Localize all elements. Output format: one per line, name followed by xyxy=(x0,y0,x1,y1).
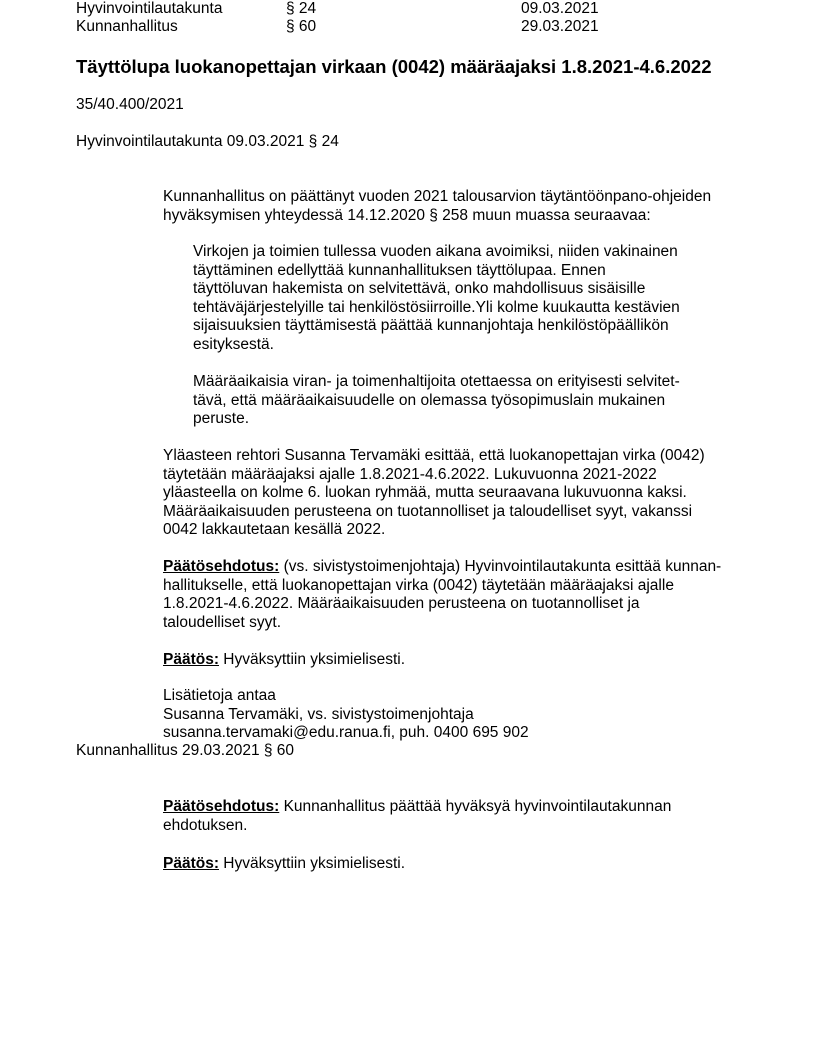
proposal-line: hallitukselle, että luokanopettajan virka (0042) täytetään määräajaksi ajalle xyxy=(163,576,674,594)
quote-line: peruste. xyxy=(193,410,250,427)
contact-line: susanna.tervamaki@edu.ranua.fi, puh. 0400 695 902 xyxy=(163,724,529,741)
record-number: 35/40.400/2021 xyxy=(76,96,184,113)
contact-block xyxy=(163,687,529,743)
header-date-1: 09.03.2021 xyxy=(521,0,599,17)
quote-line: sijaisuuksien täyttämisestä päättää kunnanjohtaja henkilöstöpäällikön xyxy=(193,317,669,334)
body-paragraph xyxy=(163,447,705,540)
body-line: Määräaikaisuuden perusteena on tuotannolliset ja taloudelliset syyt, vakanssi xyxy=(163,502,693,520)
intro-line: hyväksymisen yhteydessä 14.12.2020 § 258 muun muassa seuraavaa: xyxy=(163,206,651,224)
proposal-paragraph-2 xyxy=(163,798,671,835)
proposal-line: taloudelliset syyt. xyxy=(163,613,282,631)
quote-line: tehtäväjärjestelyille tai henkilöstösiirroille.Yli kolme kuukautta kestävien xyxy=(193,298,680,316)
proposal-label: Päätösehdotus: xyxy=(163,798,280,815)
decision-label: Päätös: xyxy=(163,651,219,668)
quote-paragraph-1 xyxy=(193,243,680,354)
quote-line: täyttäminen edellyttää kunnanhallituksen täyttölupaa. Ennen xyxy=(193,261,606,279)
meeting-heading-1: Hyvinvointilautakunta 09.03.2021 § 24 xyxy=(76,133,339,150)
intro-line: Kunnanhallitus on päättänyt vuoden 2021 talousarvion täytäntöönpano-ohjeiden xyxy=(163,188,712,205)
decision-text: Hyväksyttiin yksimielisesti. xyxy=(219,855,406,872)
body-line: Yläasteen rehtori Susanna Tervamäki esittää, että luokanopettajan virka (0042) xyxy=(163,447,705,464)
contact-line: Lisätietoja antaa xyxy=(163,687,276,704)
proposal-line: ehdotuksen. xyxy=(163,816,248,834)
body-line: 0042 lakkautetaan kesällä 2022. xyxy=(163,521,386,538)
header-section-1: § 24 xyxy=(286,0,317,17)
quote-line: esityksestä. xyxy=(193,335,274,353)
quote-line: täyttöluvan hakemista on selvitettävä, onko mahdollisuus sisäisille xyxy=(193,280,646,297)
decision-paragraph-2 xyxy=(163,855,405,874)
document-title: Täyttölupa luokanopettajan virkaan (0042) määräajaksi 1.8.2021-4.6.2022 xyxy=(76,56,712,77)
contact-line: Susanna Tervamäki, vs. sivistystoimenjohtaja xyxy=(163,705,474,723)
decision-paragraph-1 xyxy=(163,651,405,670)
proposal-paragraph-1 xyxy=(163,558,721,632)
header-date-2: 29.03.2021 xyxy=(521,18,599,35)
intro-paragraph xyxy=(163,188,711,225)
proposal-line: Kunnanhallitus päättää hyväksyä hyvinvointilautakunnan xyxy=(279,798,672,815)
header-body-2: Kunnanhallitus xyxy=(76,18,178,35)
body-line: yläasteella on kolme 6. luokan ryhmää, mutta seuraavana lukuvuonna kaksi. xyxy=(163,484,687,501)
quote-line: Virkojen ja toimien tullessa vuoden aikana avoimiksi, niiden vakinainen xyxy=(193,243,678,260)
body-line: täytetään määräajaksi ajalle 1.8.2021-4.6.2022. Lukuvuonna 2021-2022 xyxy=(163,465,657,483)
decision-text: Hyväksyttiin yksimielisesti. xyxy=(219,651,406,668)
proposal-line: 1.8.2021-4.6.2022. Määräaikaisuuden perusteena on tuotannolliset ja xyxy=(163,595,640,612)
header-body-1: Hyvinvointilautakunta xyxy=(76,0,223,17)
meeting-heading-2: Kunnanhallitus 29.03.2021 § 60 xyxy=(76,742,295,759)
header-section-2: § 60 xyxy=(286,18,317,35)
proposal-label: Päätösehdotus: xyxy=(163,558,280,575)
decision-label: Päätös: xyxy=(163,855,219,872)
quote-paragraph-2 xyxy=(193,373,680,429)
quote-line: Määräaikaisia viran- ja toimenhaltijoita otettaessa on erityisesti selvitet- xyxy=(193,373,680,390)
quote-line: tävä, että määräaikaisuudelle on olemassa työsopimuslain mukainen xyxy=(193,391,666,409)
proposal-line: (vs. sivistystoimenjohtaja) Hyvinvointilautakunta esittää kunnan- xyxy=(279,558,722,575)
